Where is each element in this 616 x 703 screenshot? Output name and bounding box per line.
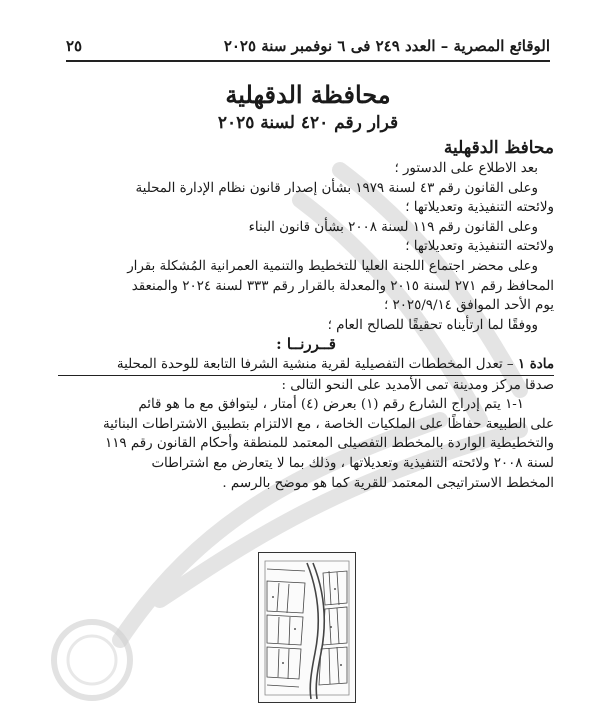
article-1-text: – تعدل المخططات التفصيلية لقرية منشية الشرفا التابعة للوحدة المحلية xyxy=(116,356,518,372)
preamble-minutes-line1: وعلى محضر اجتماع اللجنة العليا للتخطيط والتنمية العمرانية المُشكلة بقرار xyxy=(127,258,538,274)
preamble-minutes-line2: المحافظ رقم ٢٧١ لسنة ٢٠١٥ والمعدلة بالقرار رقم ٣٣٣ لسنة ٢٠٢٤ والمنعقد xyxy=(131,278,554,294)
article-label: مادة ١ xyxy=(517,355,554,372)
page-number: ٢٥ xyxy=(66,37,83,55)
decree-body xyxy=(58,159,554,493)
preamble-minutes-line3: يوم الأحد الموافق ٢٠٢٥/٩/١٤ ؛ xyxy=(383,298,554,314)
clause-1-line2: على الطبيعة حفاظًا على الملكيات الخاصة ، مع الالتزام بتطبيق الاشتراطات البنائية xyxy=(102,416,554,432)
preamble-law-43-line1: وعلى القانون رقم ٤٣ لسنة ١٩٧٩ بشأن إصدار قانون نظام الإدارة المحلية xyxy=(135,180,538,196)
clause-1-line1: ١-١ يتم إدراج الشارع رقم (١) بعرض (٤) أمتار ، ليتوافق مع ما هو قائم xyxy=(138,397,524,413)
preamble-law-119-line1: وعلى القانون رقم ١١٩ لسنة ٢٠٠٨ بشأن قانون البناء xyxy=(248,219,538,235)
preamble-law-43-line2: ولائحته التنفيذية وتعديلاتها ؛ xyxy=(405,200,554,216)
preamble-constitution: بعد الاطلاع على الدستور ؛ xyxy=(394,161,538,176)
clause-1-line3: والتخطيطية الواردة بالمخطط التفصيلى المعتمد للمنطقة وأحكام القانون رقم ١١٩ xyxy=(105,436,554,452)
article-1-line1 xyxy=(58,355,554,376)
decided-heading: قــررنــا : xyxy=(276,335,336,354)
header-divider xyxy=(66,60,550,62)
decree-number: قرار رقم ٤٢٠ لسنة ٢٠٢٥ xyxy=(217,113,399,133)
clause-1-line4: لسنة ٢٠٠٨ ولائحته التنفيذية وتعديلاتها ، وذلك بما لا يتعارض مع اشتراطات xyxy=(151,455,554,471)
running-header xyxy=(66,34,550,58)
stamp-circle xyxy=(54,622,130,698)
site-plan-drawing xyxy=(258,552,356,703)
article-1-line2: صدقا مركز ومدينة تمى الأمديد على النحو التالى : xyxy=(281,377,554,393)
preamble-public-interest: ووفقًا لما ارتأيناه تحقيقًا للصالح العام ؛ xyxy=(327,317,538,333)
document-title: محافظة الدقهلية xyxy=(225,80,391,109)
issuer-title: محافظ الدقهلية xyxy=(443,138,554,158)
clause-1-line5: المخطط الاستراتيجى المعتمد للقرية كما هو موضح بالرسم . xyxy=(222,475,554,491)
preamble-law-119-line2: ولائحته التنفيذية وتعديلاتها ؛ xyxy=(405,239,554,255)
publication-line: الوقائع المصرية – العدد ٢٤٩ فى ٦ نوفمبر سنة ٢٠٢٥ xyxy=(223,37,550,55)
